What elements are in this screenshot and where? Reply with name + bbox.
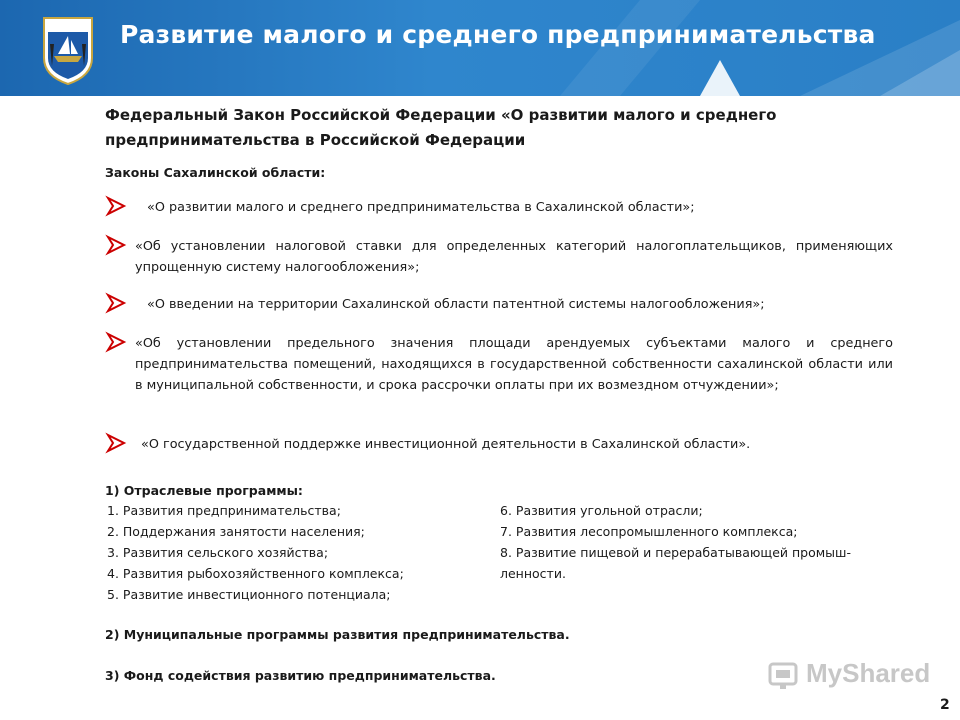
myshared-logo-icon [766, 658, 800, 692]
list-item: 5. Развитие инвестиционного потенциала; [107, 587, 391, 602]
list-item: 8. Развитие пищевой и перерабатывающей промыш-ленности. [500, 545, 851, 581]
federal-law-title: Федеральный Закон Российской Федерации «О развитии малого и среднего предпринимательства в Российской Федерации [105, 106, 777, 149]
municipal-programs: 2) Муниципальные программы развития предпринимательства. [105, 627, 570, 642]
page-title: Развитие малого и среднего предпринимательства [120, 20, 876, 49]
list-item: 1. Развития предпринимательства; [107, 503, 341, 518]
list-item: 2. Поддержания занятости населения; [107, 524, 365, 539]
list-item: 4. Развития рыбохозяйственного комплекса; [107, 566, 404, 581]
sector-programs-title: 1) Отраслевые программы: [105, 483, 303, 498]
sakhalin-emblem-icon [40, 14, 96, 86]
arrow-bullet-icon [105, 432, 127, 454]
regional-laws-heading: Законы Сахалинской области: [105, 165, 326, 180]
programs-right-list [500, 500, 900, 584]
page-number: 2 [940, 697, 950, 713]
header-banner [0, 0, 960, 96]
law-item-text: «О государственной поддержке инвестиционной деятельности в Сахалинской области». [141, 437, 751, 452]
list-item: 3. Развития сельского хозяйства; [107, 545, 329, 560]
law-item-text: «О введении на территории Сахалинской области патентной системы налогообложения»; [147, 297, 765, 312]
list-item: 7. Развития лесопромышленного комплекса; [500, 524, 798, 539]
law-item-text: «О развитии малого и среднего предпринимательства в Сахалинской области»; [147, 200, 695, 215]
arrow-bullet-icon [105, 234, 127, 256]
watermark [766, 656, 931, 696]
arrow-bullet-icon [105, 195, 127, 217]
programs-left-list [107, 500, 404, 605]
watermark-text: MyShared [806, 658, 931, 688]
list-item: 6. Развития угольной отрасли; [500, 503, 703, 518]
law-item-text: «Об установлении предельного значения площади арендуемых субъектами малого и среднего предпринимательства помещений, находящихся в государственной собственности сахалинской области или в муниципальной собственности, и срока рассрочки оплаты при их возмездном отчуждении»; [135, 336, 893, 393]
fund-line: 3) Фонд содействия развитию предпринимательства. [105, 668, 496, 683]
arrow-bullet-icon [105, 331, 127, 353]
law-item-text: «Об установлении налоговой ставки для определенных категорий налогоплательщиков, применяющих упрощенную систему налогообложения»; [135, 239, 893, 275]
arrow-bullet-icon [105, 292, 127, 314]
